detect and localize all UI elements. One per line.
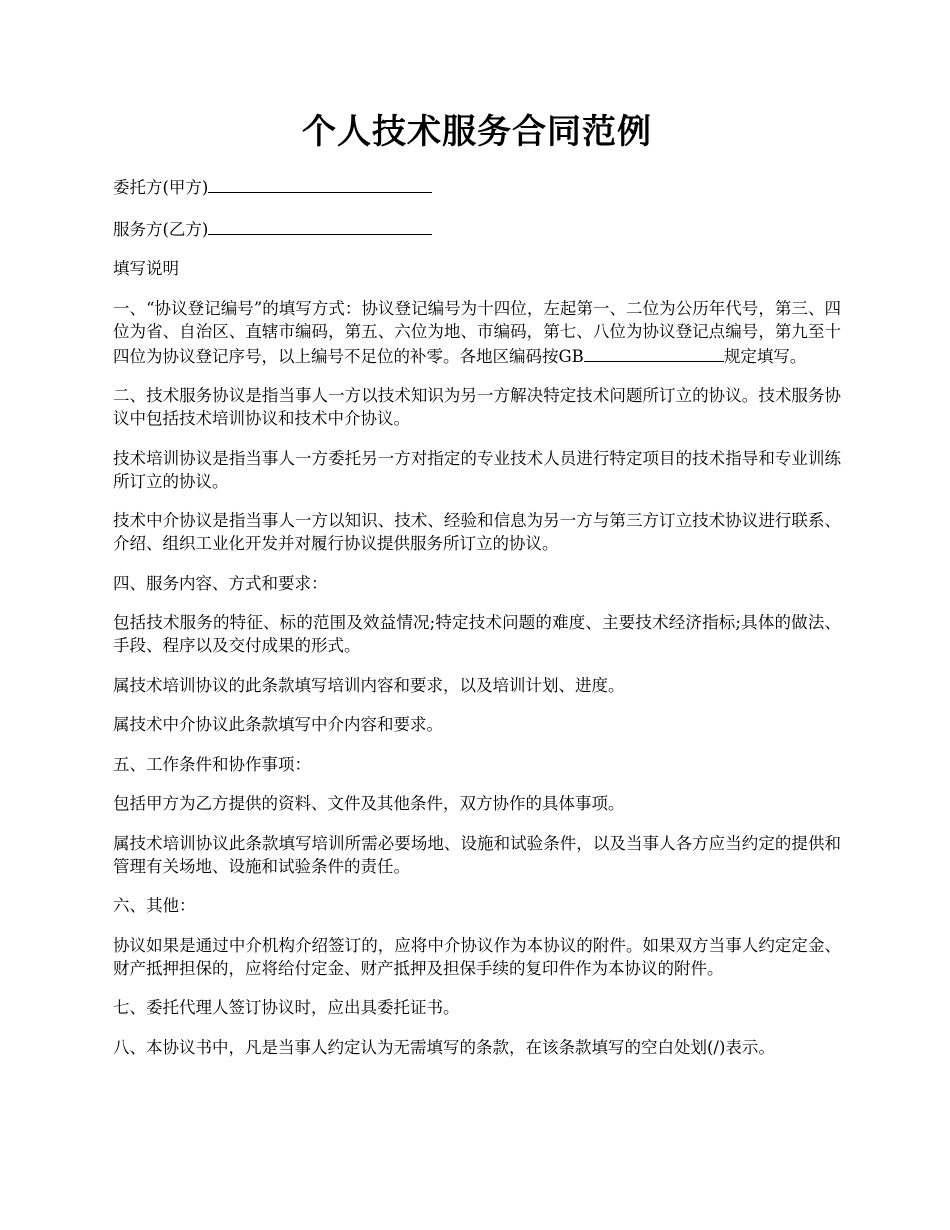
item-4-heading: 四、服务内容、方式和要求：: [113, 573, 328, 593]
item-8-paragraph: 八、本协议书中，凡是当事人约定认为无需填写的条款，在该条款填写的空白处划(/)表示。: [113, 1037, 775, 1057]
item-4-intermediary: 属技术中介协议此条款填写中介内容和要求。: [113, 715, 443, 735]
gb-code-blank: [584, 343, 724, 362]
item-5-heading: 五、工作条件和协作事项：: [113, 754, 311, 774]
item-1-paragraph: [113, 297, 841, 368]
client-line: [113, 174, 841, 199]
intermediary-definition: 技术中介协议是指当事人一方以知识、技术、经验和信息为另一方与第三方订立技术协议进行联系、介绍、组织工业化开发并对履行协议提供服务所订立的协议。: [113, 511, 841, 554]
provider-label: 服务方(乙方): [113, 219, 209, 239]
provider-line: [113, 216, 841, 241]
item-5-training: 属技术培训协议此条款填写培训所需必要场地、设施和试验条件，以及当事人各方应当约定的提供和管理有关场地、设施和试验条件的责任。: [113, 833, 841, 876]
item-4-body: 包括技术服务的特征、标的范围及效益情况;特定技术问题的难度、主要技术经济指标;具体的做法、手段、程序以及交付成果的形式。: [113, 613, 841, 656]
page-title: 个人技术服务合同范例: [302, 112, 652, 152]
instructions-heading: 填写说明: [113, 259, 179, 279]
item-6-heading: 六、其他：: [113, 896, 196, 916]
item-1-text: 一、“协议登记编号”的填写方式：协议登记编号为十四位，左起第一、二位为公历年代号，第三、四位为省、自治区、直辖市编码，第五、六位为地、市编码，第七、八位为协议登记点编号，第九至十四位为协议登记序号，以上编号不足位的补零。各地区编码按GB: [113, 298, 841, 366]
client-label: 委托方(甲方): [113, 178, 209, 198]
item-4-training: 属技术培训协议的此条款填写培训内容和要求，以及培训计划、进度。: [113, 675, 625, 695]
training-definition: 技术培训协议是指当事人一方委托另一方对指定的专业技术人员进行特定项目的技术指导和专业训练所订立的协议。: [113, 448, 841, 491]
item-2-paragraph: 二、技术服务协议是指当事人一方以技术知识为另一方解决特定技术问题所订立的协议。技术服务协议中包括技术培训协议和技术中介协议。: [113, 386, 841, 429]
provider-blank: [208, 216, 432, 235]
item-6-body: 协议如果是通过中介机构介绍签订的，应将中介协议作为本协议的附件。如果双方当事人约定定金、财产抵押担保的，应将给付定金、财产抵押及担保手续的复印件作为本协议的附件。: [113, 935, 841, 978]
item-5-body: 包括甲方为乙方提供的资料、文件及其他条件，双方协作的具体事项。: [113, 794, 625, 814]
document-page: [113, 110, 841, 1075]
item-1-suffix: 规定填写。: [723, 346, 807, 366]
client-blank: [208, 174, 432, 193]
item-7-paragraph: 七、委托代理人签订协议时，应出具委托证书。: [113, 998, 460, 1018]
